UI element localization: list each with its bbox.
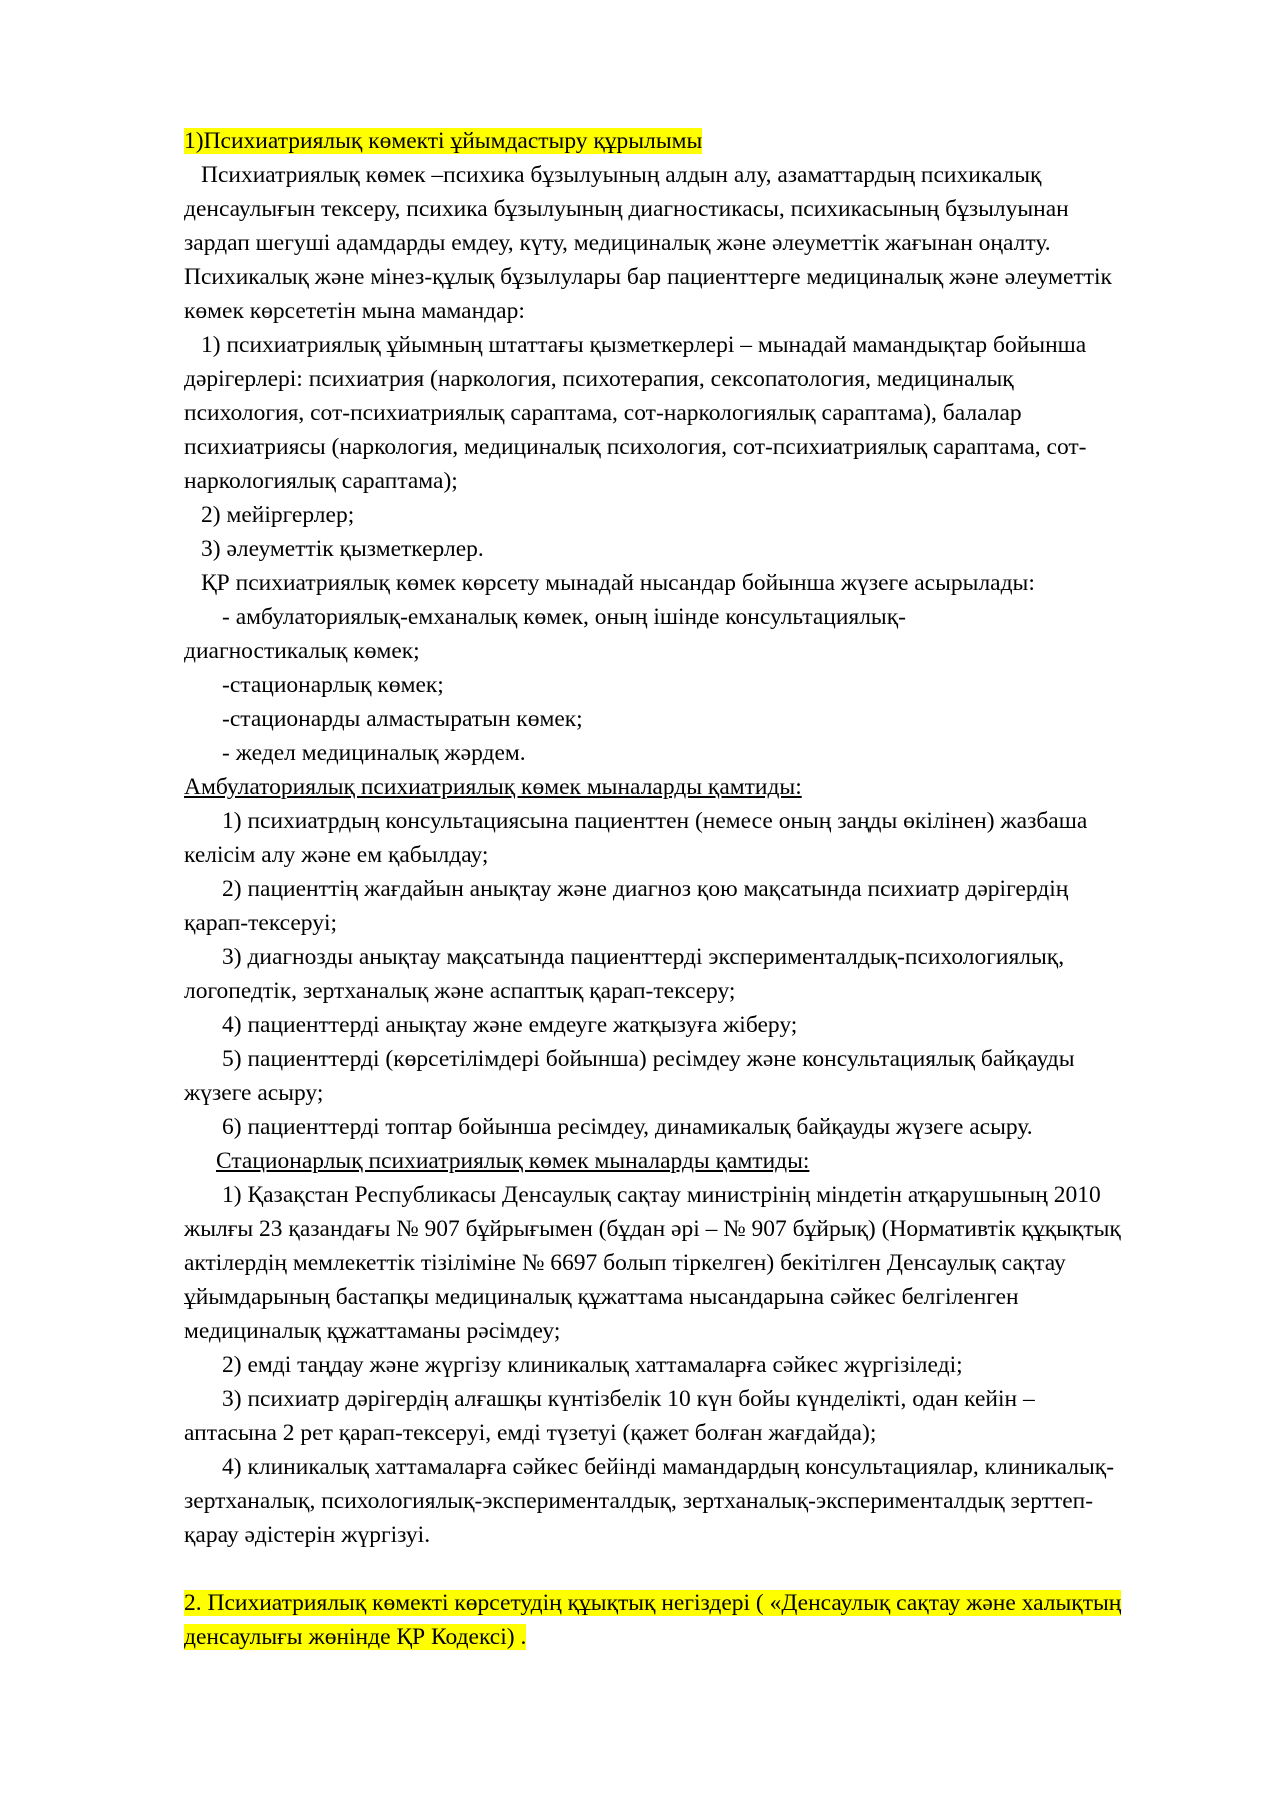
inpatient-heading-text: [184, 1148, 809, 1174]
outpatient-heading: [184, 770, 1224, 804]
outpatient-item-3-line: логопедтік, зертханалық және аспаптық қарап-тексеру;: [184, 978, 736, 1004]
outpatient-item-2-line: қарап-тексеруі;: [184, 910, 338, 936]
staff-item-3: 3) әлеуметтік қызметкерлер.: [201, 536, 484, 562]
inpatient-item-3-line: 3) психиатр дәрігердің алғашқы күнтізбелік 10 күн бойы күнделікті, одан кейін –: [222, 1386, 1035, 1412]
inpatient-item-3-line: аптасына 2 рет қарап-тексеруі, емді түзетуі (қажет болған жағдайда);: [184, 1420, 877, 1446]
inpatient-item-1-line: 1) Қазақстан Республикасы Денсаулық сақтау министрінің міндетін атқарушының 2010: [222, 1182, 1101, 1208]
section-2-heading-line: [184, 1586, 1224, 1620]
staff-item-1-line: наркологиялық сараптама);: [184, 468, 458, 494]
highlighted-heading-text: денсаулығы жөнінде ҚР Кодексі) .: [184, 1624, 527, 1650]
staff-item-2: 2) мейіргерлер;: [201, 502, 355, 528]
staff-item-1-line: психиатриясы (наркология, медициналық психология, сот-психиатриялық сараптама, сот-: [184, 434, 1087, 460]
form-item-1-line: - амбулаториялық-емханалық көмек, оның ішінде консультациялық-: [222, 604, 906, 630]
form-item-4: - жедел медициналық жәрдем.: [222, 740, 526, 766]
document-page: [184, 124, 1224, 1654]
inpatient-item-2: 2) емді таңдау және жүргізу клиникалық хаттамаларға сәйкес жүргізіледі;: [222, 1352, 963, 1378]
form-item-2: -стационарлық көмек;: [222, 672, 444, 698]
section-2-heading-line: [184, 1620, 1224, 1654]
inpatient-item-4-line: 4) клиникалық хаттамаларға сәйкес бейінді мамандардың консультациялар, клиникалық-: [222, 1454, 1115, 1480]
staff-item-1-line: 1) психиатриялық ұйымның штаттағы қызметкерлері – мынадай мамандықтар бойынша: [201, 332, 1087, 358]
outpatient-item-5-line: жүзеге асыру;: [184, 1080, 324, 1106]
inpatient-item-1-line: актілердің мемлекеттік тізіліміне № 6697 болып тіркелген) бекітілген Денсаулық сақтау: [184, 1250, 1066, 1276]
inpatient-item-1-line: медициналық құжаттаманы рәсімдеу;: [184, 1318, 561, 1344]
inpatient-heading-label: Стационарлық психиатриялық көмек мыналарды қамтиды:: [216, 1148, 810, 1174]
outpatient-item-4: 4) пациенттерді анықтау және емдеуге жатқызуға жіберу;: [222, 1012, 798, 1038]
outpatient-item-1-line: келісім алу және ем қабылдау;: [184, 842, 489, 868]
form-item-1-line: диагностикалық көмек;: [184, 638, 420, 664]
section-1-heading: [184, 124, 1224, 158]
outpatient-item-2-line: 2) пациенттің жағдайын анықтау және диагноз қою мақсатында психиатр дәрігердің: [222, 876, 1069, 902]
inpatient-item-4-line: қарау әдістерін жүргізуі.: [184, 1522, 431, 1548]
intro-line: денсаулығын тексеру, психика бұзылуының диагностикасы, психикасының бұзылуынан: [184, 196, 1069, 222]
intro-line: зардап шегуші адамдарды емдеу, күту, медициналық және әлеуметтік жағынан оңалту.: [184, 230, 1051, 256]
blank-line: [184, 1552, 1224, 1586]
intro-line: көмек көрсететін мына мамандар:: [184, 298, 525, 324]
intro-line: Психиатриялық көмек –психика бұзылуының алдын алу, азаматтардың психикалық: [201, 162, 1042, 188]
staff-item-1-line: дәрігерлері: психиатрия (наркология, психотерапия, сексопатология, медициналық: [184, 366, 1014, 392]
outpatient-item-5-line: 5) пациенттерді (көрсетілімдері бойынша) ресімдеу және консультациялық байқауды: [222, 1046, 1075, 1072]
inpatient-item-1-line: ұйымдарының бастапқы медициналық құжаттама нысандарына сәйкес белгіленген: [184, 1284, 1019, 1310]
outpatient-heading-text: Амбулаториялық психиатриялық көмек мыналарды қамтиды:: [184, 774, 802, 800]
outpatient-item-1-line: 1) психиатрдың консультациясына пациенттен (немесе оның заңды өкілінен) жазбаша: [222, 808, 1088, 834]
forms-intro: ҚР психиатриялық көмек көрсету мынадай нысандар бойынша жүзеге асырылады:: [201, 570, 1035, 596]
outpatient-item-3-line: 3) диагнозды анықтау мақсатында пациенттерді эксперименталдық-психологиялық,: [222, 944, 1065, 970]
highlighted-heading-text: 2. Психиатриялық көмекті көрсетудің құықтық негіздері ( «Денсаулық сақтау және халықтың: [184, 1590, 1122, 1616]
inpatient-item-1-line: жылғы 23 қазандағы № 907 бұйрығымен (бұдан әрі – № 907 бұйрық) (Нормативтік құқықтық: [184, 1216, 1121, 1242]
intro-line: Психикалық және мінез-құлық бұзылулары бар пациенттерге медициналық және әлеуметтік: [184, 264, 1112, 290]
highlighted-heading-text: 1)Психиатриялық көмекті ұйымдастыру құрылымы: [184, 128, 703, 154]
form-item-3: -стационарды алмастыратын көмек;: [222, 706, 583, 732]
inpatient-item-4-line: зертханалық, психологиялық-эксперименталдық, зертханалық-эксперименталдық зерттеп-: [184, 1488, 1094, 1514]
inpatient-heading: [184, 1144, 1224, 1178]
outpatient-item-6: 6) пациенттерді топтар бойынша ресімдеу, динамикалық байқауды жүзеге асыру.: [222, 1114, 1033, 1140]
staff-item-1-line: психология, сот-психиатриялық сараптама, сот-наркологиялық сараптама), балалар: [184, 400, 1022, 426]
